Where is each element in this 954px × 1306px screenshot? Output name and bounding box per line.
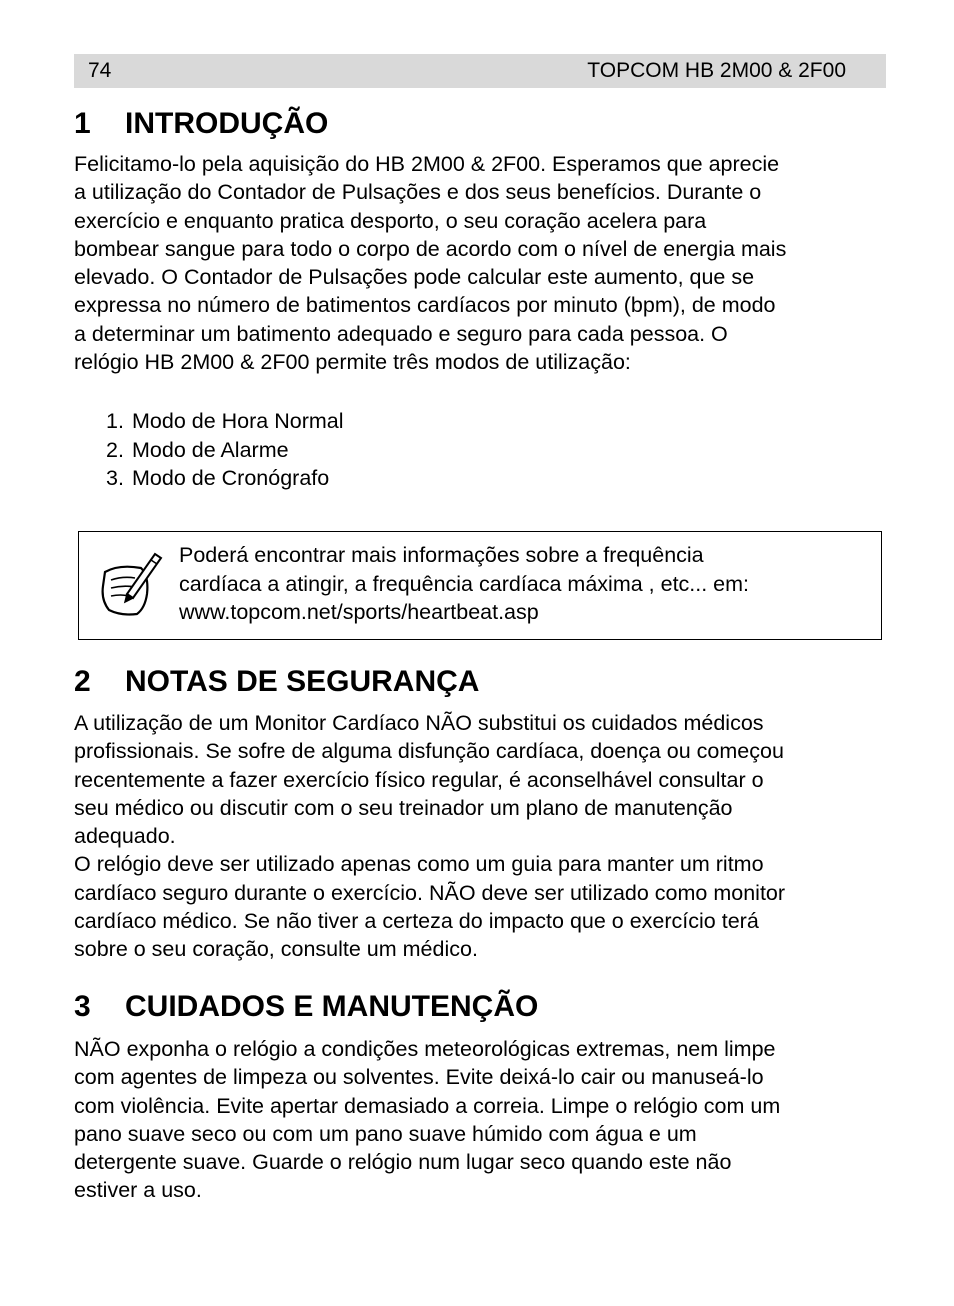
section-title-cuidados-e-manutencao: [74, 989, 538, 1025]
list-marker: 3.: [106, 466, 124, 490]
section-title-introducao: [74, 106, 328, 142]
list-item-text: Modo de Alarme: [132, 437, 289, 462]
list-item-text: Modo de Hora Normal: [132, 409, 344, 433]
info-note-box: [78, 531, 882, 640]
list-item: [74, 407, 344, 436]
list-marker: 1.: [106, 409, 124, 433]
section-number: 1: [74, 107, 91, 140]
page-number: 74: [88, 59, 112, 82]
section-body-notas-de-seguranca: A utilização de um Monitor Cardíaco NÃO substitui os cuidados médicos profissionais. Se sofre de alguma disfunção cardíaca, doença ou começou recentemente a fazer exercício físico regular, é aconselhável consultar o seu médico ou discutir com o seu treinador um plano de manutenção adequado. O relógio deve ser utilizado apenas como um guia para manter um ritmo cardíaco seguro durante o exercício. NÃO deve ser utilizado como monitor cardíaco médico. Se não tiver a certeza do impacto que o exercício terá sobre o seu coração, consulte um médico.: [74, 711, 786, 962]
section-body-introducao: Felicitamo-lo pela aquisição do HB 2M00 & 2F00. Esperamos que aprecie a utilização do Contador de Pulsações e dos seus benefícios. Durante o exercício e enquanto pratica desporto, o seu coração acelera para bombear sangue para todo o corpo de acordo com o nível de energia mais elevado. O Contador de Pulsações pode calcular este aumento, que se expressa no número de batimentos cardíacos por minuto (bpm), de modo a determinar um batimento adequado e seguro para cada pessoa. O relógio HB 2M00 & 2F00 permite três modos de utilização:: [74, 152, 787, 375]
section-heading: CUIDADOS E MANUTENÇÃO: [125, 990, 539, 1023]
section-title-notas-de-seguranca: [74, 664, 479, 700]
list-item: [74, 464, 344, 493]
section-heading: INTRODUÇÃO: [125, 107, 329, 140]
list-marker: 2.: [106, 437, 124, 462]
list-item-text: Modo de Cronógrafo: [132, 466, 330, 490]
section-heading: NOTAS DE SEGURANÇA: [125, 665, 480, 698]
list-item: [74, 436, 344, 465]
note-pencil-icon: [97, 550, 165, 620]
section-body-cuidados-e-manutencao: NÃO exponha o relógio a condições meteorológicas extremas, nem limpe com agentes de limpeza ou solventes. Evite deixá-lo cair ou manuseá-lo com violência. Evite apertar demasiado a correia. Limpe o relógio com um pano suave seco ou com um pano suave húmido com água e um detergente suave. Guarde o relógio num lugar seco quando este não estiver a uso.: [74, 1037, 781, 1203]
note-text: Poderá encontrar mais informações sobre a frequência cardíaca a atingir, a frequência cardíaca máxima , etc... em: www.topcom.net/sports/heartbeat.asp: [179, 543, 750, 624]
page-header: [74, 54, 886, 88]
section-number: 2: [74, 665, 91, 698]
modes-list: [74, 407, 344, 493]
document-title: TOPCOM HB 2M00 & 2F00: [587, 59, 846, 82]
section-number: 3: [74, 990, 91, 1023]
